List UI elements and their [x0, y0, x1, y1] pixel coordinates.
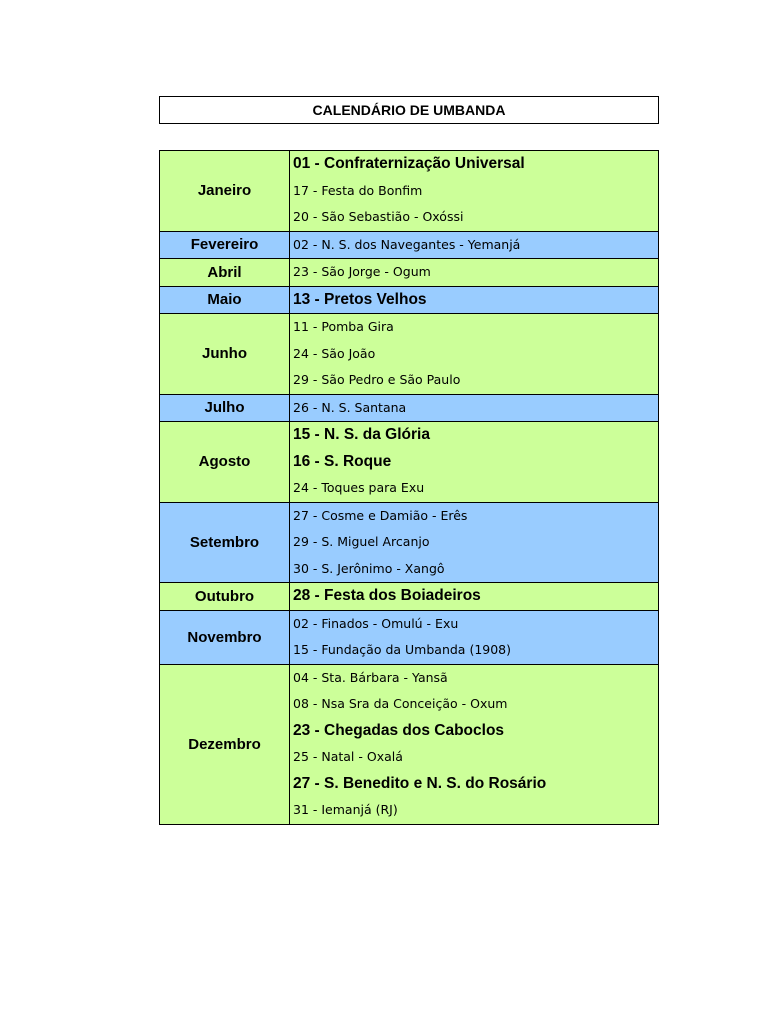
event-item: 24 - Toques para Exu — [293, 480, 425, 495]
month-row-setembro — [160, 502, 659, 583]
month-events — [290, 502, 659, 583]
month-events — [290, 314, 659, 395]
month-row-fevereiro — [160, 231, 659, 259]
event-item: 08 - Nsa Sra da Conceição - Oxum — [293, 696, 508, 711]
event-item-highlight: 28 - Festa dos Boiadeiros — [293, 587, 481, 604]
event-item: 11 - Pomba Gira — [293, 319, 394, 334]
month-events — [290, 422, 659, 503]
month-row-junho — [160, 314, 659, 395]
month-name: Janeiro — [160, 151, 290, 232]
month-events — [290, 151, 659, 232]
event-item-highlight: 27 - S. Benedito e N. S. do Rosário — [293, 774, 547, 792]
month-row-dezembro — [160, 664, 659, 824]
month-events — [290, 394, 659, 422]
event-item: 24 - São João — [293, 345, 376, 361]
month-row-janeiro — [160, 151, 659, 232]
event-item: 23 - São Jorge - Ogum — [293, 264, 431, 279]
month-events — [290, 583, 659, 611]
month-row-abril — [160, 259, 659, 287]
event-item: 27 - Cosme e Damião - Erês — [293, 507, 468, 523]
month-events — [290, 231, 659, 259]
month-name: Maio — [160, 286, 290, 314]
event-item: 04 - Sta. Bárbara - Yansã — [293, 669, 448, 685]
month-row-outubro — [160, 583, 659, 611]
calendar-body — [160, 151, 659, 825]
event-item: 25 - Natal - Oxalá — [293, 749, 403, 764]
event-item: 30 - S. Jerônimo - Xangô — [293, 560, 445, 576]
month-row-julho — [160, 394, 659, 422]
month-name: Dezembro — [160, 664, 290, 824]
month-name: Outubro — [160, 583, 290, 611]
month-name: Agosto — [160, 422, 290, 503]
month-events — [290, 286, 659, 314]
month-events — [290, 610, 659, 664]
month-name: Abril — [160, 259, 290, 287]
event-item: 31 - Iemanjá (RJ) — [293, 802, 398, 817]
event-item: 17 - Festa do Bonfim — [293, 182, 423, 198]
month-row-novembro — [160, 610, 659, 664]
event-item: 02 - N. S. dos Navegantes - Yemanjá — [293, 236, 521, 252]
calendar-table — [159, 150, 659, 825]
event-item: 29 - São Pedro e São Paulo — [293, 372, 461, 387]
calendar-title: CALENDÁRIO DE UMBANDA — [159, 96, 659, 124]
event-item: 02 - Finados - Omulú - Exu — [293, 615, 459, 631]
event-item: 20 - São Sebastião - Oxóssi — [293, 209, 464, 224]
event-item: 26 - N. S. Santana — [293, 399, 407, 415]
event-item-highlight: 16 - S. Roque — [293, 452, 392, 470]
event-item: 15 - Fundação da Umbanda (1908) — [293, 642, 512, 657]
month-name: Junho — [160, 314, 290, 395]
month-row-agosto — [160, 422, 659, 503]
event-item-highlight: 01 - Confraternização Universal — [293, 155, 525, 172]
month-name: Novembro — [160, 610, 290, 664]
month-name: Julho — [160, 394, 290, 422]
event-item-highlight: 13 - Pretos Velhos — [293, 290, 427, 308]
month-events — [290, 259, 659, 287]
month-events — [290, 664, 659, 824]
event-item: 29 - S. Miguel Arcanjo — [293, 534, 430, 549]
month-name: Setembro — [160, 502, 290, 583]
month-row-maio — [160, 286, 659, 314]
event-item-highlight: 15 - N. S. da Glória — [293, 426, 430, 443]
event-item-highlight: 23 - Chegadas dos Caboclos — [293, 721, 505, 739]
month-name: Fevereiro — [160, 231, 290, 259]
